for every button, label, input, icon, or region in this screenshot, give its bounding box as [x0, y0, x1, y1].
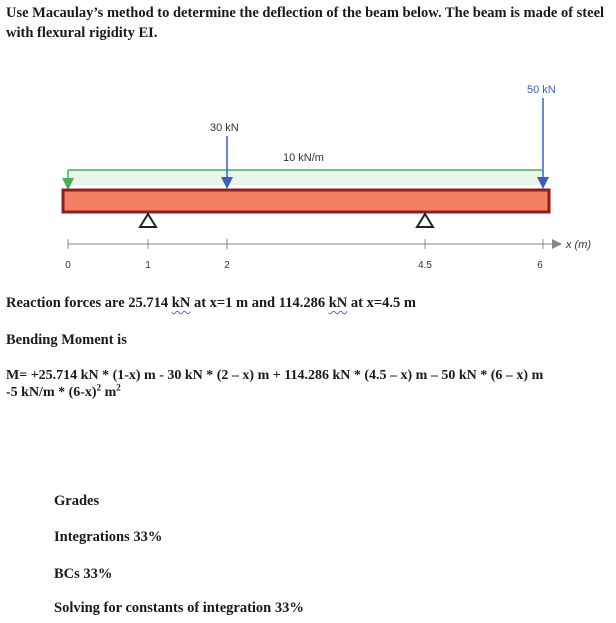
tick-label-0: 0: [65, 260, 71, 271]
tick-label-6: 6: [537, 260, 543, 271]
point-load-50-label: 50 kN: [527, 84, 556, 96]
bending-moment-line2: -5 $kN/m * (6-x)^2$ $m^2$: [6, 382, 121, 400]
grade-item-integrations: Integrations 33%: [54, 529, 163, 545]
bending-moment-heading: Bending Moment is: [6, 332, 127, 348]
reactions-text: Reaction forces are 25.714 kN at x=1 m and 114.286 kN at x=4.5 m: [6, 295, 416, 311]
support-x4-5: [417, 214, 433, 227]
point-load-30-label: 30 kN: [210, 122, 239, 134]
grade-item-constants: Solving for constants of integration 33%: [54, 600, 304, 616]
axis-label: x (m): [566, 239, 592, 251]
support-x1: [140, 214, 156, 227]
tick-label-2: 2: [224, 260, 230, 271]
grades-title: Grades: [54, 493, 100, 509]
beam-diagram: [0, 0, 616, 290]
question-text: Use Macaulay’s method to determine the deflection of the beam below. The beam is made of steel with flexural rigidity EI.: [6, 5, 605, 41]
grade-item-bcs: BCs 33%: [54, 566, 113, 582]
udl-label: 10 kN/m: [283, 152, 324, 164]
udl-region: [68, 170, 542, 185]
beam: [63, 190, 549, 212]
tick-label-4-5: 4.5: [418, 260, 432, 271]
bending-moment-line1: M= +25.714 kN * (1-x) m - 30 kN * (2 – x) m + 114.286 kN * (4.5 – x) m – 50 kN * (6 – x) m: [6, 368, 544, 383]
tick-label-1: 1: [145, 260, 151, 271]
